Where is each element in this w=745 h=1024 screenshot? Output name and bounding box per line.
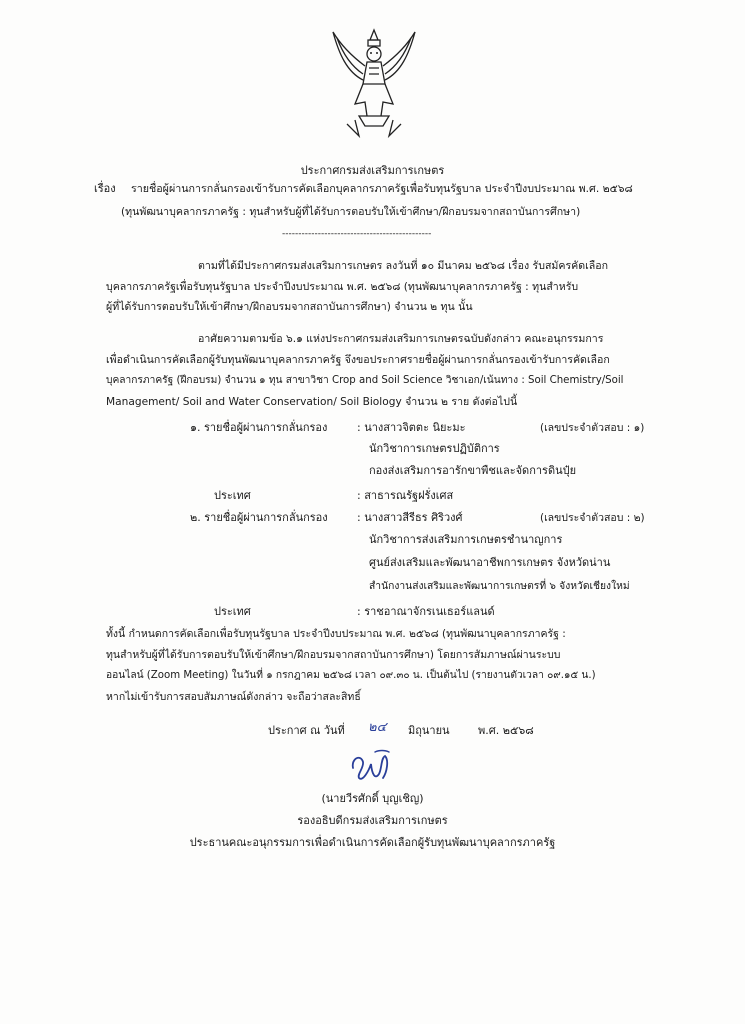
candidate1-name: : นางสาวจิตตะ นิยะมะ — [357, 421, 466, 434]
document-title: ประกาศกรมส่งเสริมการเกษตร — [300, 164, 445, 177]
candidate2-exam-no: (เลขประจำตัวสอบ : ๒) — [540, 512, 645, 524]
closing-line4: หากไม่เข้ารับการสอบสัมภาษณ์ดังกล่าว จะถือว่าสละสิทธิ์ — [106, 691, 361, 703]
para2-line3: บุคลากรภาครัฐ (ฝึกอบรม) จำนวน ๑ ทุน สาขาวิชา Crop and Soil Science วิชาเอก/เน้นทาง : Soil Chemistry/Soil — [106, 375, 624, 386]
candidate2-office: สำนักงานส่งเสริมและพัฒนาการเกษตรที่ ๖ จังหวัดเชียงใหม่ — [369, 580, 630, 592]
para2-line1: อาศัยความตามข้อ ๖.๑ แห่งประกาศกรมส่งเสริมการเกษตรฉบับดังกล่าว คณะอนุกรรมการ — [198, 333, 604, 345]
candidate2-label: ๒. รายชื่อผู้ผ่านการกลั่นกรอง — [190, 511, 328, 524]
candidate1-country-label: ประเทศ — [214, 489, 251, 502]
candidate1-label: ๑. รายชื่อผู้ผ่านการกลั่นกรอง — [190, 421, 328, 434]
date-month: มิถุนายน — [408, 724, 450, 737]
candidate2-center: ศูนย์ส่งเสริมและพัฒนาอาชีพการเกษตร จังหวัดน่าน — [369, 556, 611, 569]
signatory-position-1: รองอธิบดีกรมส่งเสริมการเกษตร — [297, 814, 448, 827]
closing-line2: ทุนสำหรับผู้ที่ได้รับการตอบรับให้เข้าศึกษา/ฝึกอบรมจากสถาบันการศึกษา) โดยการสัมภาษณ์ผ่านระบบ — [106, 649, 561, 661]
para2-line2: เพื่อดำเนินการคัดเลือกผู้รับทุนพัฒนาบุคลากรภาครัฐ จึงขอประกาศรายชื่อผู้ผ่านการกลั่นกรองเข้ารับการคัดเลือก — [106, 354, 610, 366]
signatory-position-2: ประธานคณะอนุกรรมการเพื่อดำเนินการคัดเลือกผู้รับทุนพัฒนาบุคลากรภาครัฐ — [189, 836, 556, 849]
candidate1-country: : สาธารณรัฐฝรั่งเศส — [357, 489, 454, 502]
date-year: พ.ศ. ๒๕๖๘ — [478, 724, 534, 737]
candidate2-country: : ราชอาณาจักรเนเธอร์แลนด์ — [357, 605, 495, 618]
para1-line2: บุคลากรภาครัฐเพื่อรับทุนรัฐบาล ประจำปีงบประมาณ พ.ศ. ๒๕๖๘ (ทุนพัฒนาบุคลากรภาครัฐ : ทุนสำหรับ — [106, 281, 579, 293]
date-prefix: ประกาศ ณ วันที่ — [268, 724, 345, 737]
handwritten-signature-icon — [345, 748, 395, 786]
subject-label: เรื่อง — [94, 182, 116, 195]
candidate2-country-label: ประเทศ — [214, 605, 251, 618]
candidate1-position: นักวิชาการเกษตรปฏิบัติการ — [369, 442, 500, 455]
closing-line1: ทั้งนี้ กำหนดการคัดเลือกเพื่อรับทุนรัฐบาล ประจำปีงบประมาณ พ.ศ. ๒๕๖๘ (ทุนพัฒนาบุคลากรภาครัฐ : — [106, 628, 566, 640]
closing-line3: ออนไลน์ (Zoom Meeting) ในวันที่ ๑ กรกฎาคม ๒๕๖๘ เวลา ๐๙.๓๐ น. เป็นต้นไป (รายงานตัวเวลา ๐๙.๑๕ น.) — [106, 670, 596, 681]
signatory-name: (นายวีรศักดิ์ บุญเชิญ) — [321, 792, 424, 805]
date-day: ๒๔ — [368, 720, 387, 735]
para1-line3: ผู้ที่ได้รับการตอบรับให้เข้าศึกษา/ฝึกอบรมจากสถาบันการศึกษา) จำนวน ๒ ทุน นั้น — [106, 301, 473, 313]
divider: ---------------------------------------------- — [282, 229, 432, 239]
candidate1-department: กองส่งเสริมการอารักขาพืชและจัดการดินปุ๋ย — [369, 464, 577, 477]
candidate1-exam-no: (เลขประจำตัวสอบ : ๑) — [540, 422, 645, 434]
garuda-emblem-icon — [329, 24, 419, 144]
candidate2-position: นักวิชาการส่งเสริมการเกษตรชำนาญการ — [369, 533, 563, 546]
subject-text: รายชื่อผู้ผ่านการกลั่นกรองเข้ารับการคัดเลือกบุคลากรภาครัฐเพื่อรับทุนรัฐบาล ประจำปีงบประมาณ พ.ศ. ๒๕๖๘ — [131, 182, 633, 195]
para2-line4: Management/ Soil and Water Conservation/ Soil Biology จำนวน ๒ ราย ดังต่อไปนี้ — [106, 396, 518, 408]
candidate2-name: : นางสาวสีรีธร ศิริวงศ์ — [357, 511, 463, 524]
subject-text-line2: (ทุนพัฒนาบุคลากรภาครัฐ : ทุนสำหรับผู้ที่ได้รับการตอบรับให้เข้าศึกษา/ฝึกอบรมจากสถาบันการศึกษา) — [121, 206, 581, 218]
para1-line1: ตามที่ได้มีประกาศกรมส่งเสริมการเกษตร ลงวันที่ ๑๐ มีนาคม ๒๕๖๘ เรื่อง รับสมัครคัดเลือก — [198, 260, 609, 272]
